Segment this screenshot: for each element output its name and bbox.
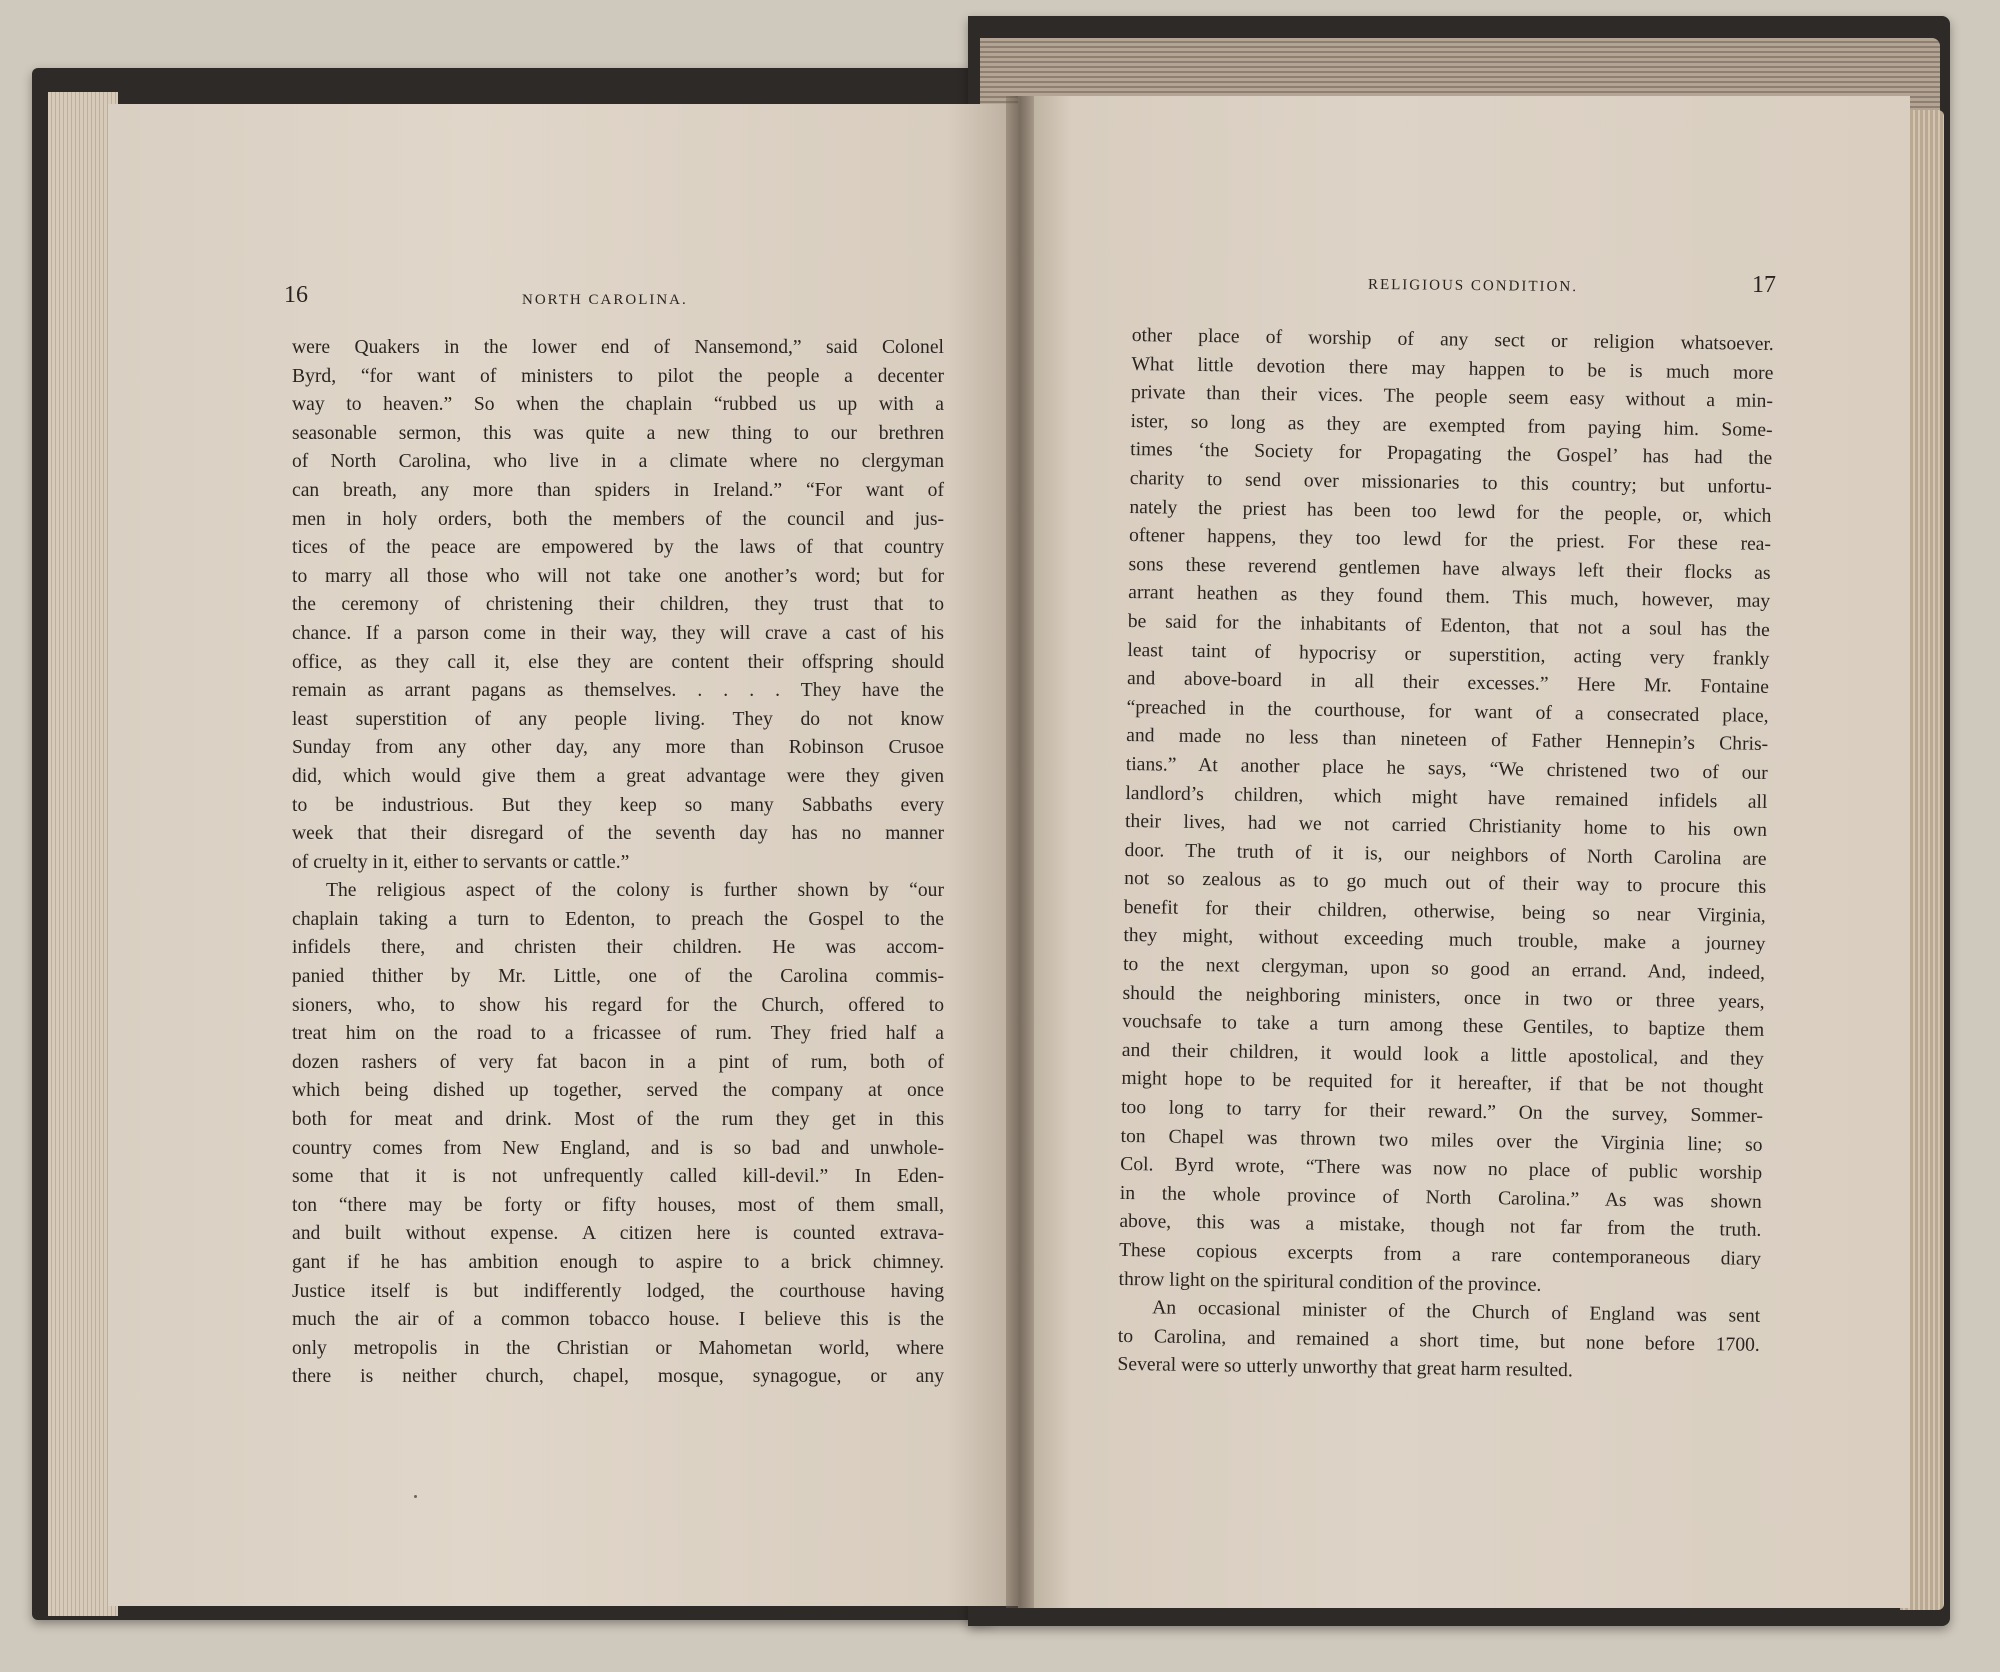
text-line: only metropolis in the Christian or Mahometan world, where (292, 1337, 944, 1359)
text-line: tians.” At another place he says, “We christened two of our (1125, 753, 1768, 784)
text-line: of North Carolina, who live in a climate where no clergyman (292, 451, 944, 473)
text-line: above, this was a mistake, though not far from the truth. (1119, 1211, 1762, 1242)
text-line: and their children, it would look a little apostolical, and they (1121, 1039, 1764, 1070)
text-line: in the whole province of North Carolina.” As was shown (1119, 1182, 1762, 1213)
text-line: might hope to be requited for it hereafter, if that be not thought (1121, 1068, 1764, 1099)
text-line: throw light on the spiritural condition of the province. (1118, 1268, 1542, 1296)
text-line: office, as they call it, else they are content their offspring should (292, 651, 944, 673)
text-line: ton “there may be forty or fifty houses, most of them small, (292, 1194, 944, 1216)
text-line: some that it is not unfrequently called kill-devil.” In Eden- (292, 1166, 944, 1188)
text-line: nately the priest has been too lewd for the people, or, which (1129, 496, 1772, 527)
text-line: they might, without exceeding much trouble, make a journey (1123, 925, 1766, 956)
text-line: the ceremony of christening their children, they trust that to (292, 594, 944, 616)
text-line: sioners, who, to show his regard for the Church, offered to (292, 994, 944, 1016)
text-line: private than their vices. The people seem easy without a min- (1130, 382, 1774, 413)
text-line: These copious excerpts from a rare contemporaneous diary (1118, 1239, 1762, 1270)
text-line: The religious aspect of the colony is further shown by “our (326, 880, 944, 902)
text-line: their lives, had we not carried Christianity home to his own (1124, 811, 1768, 842)
text-line: Several were so utterly unworthy that great harm resulted. (1117, 1354, 1573, 1382)
text-line: tices of the peace are empowered by the laws of that country (292, 537, 944, 559)
text-line: week that their disregard of the seventh day has no manner (292, 823, 944, 845)
text-line: country comes from New England, and is so bad and unwhole- (292, 1137, 944, 1159)
text-line: Col. Byrd wrote, “There was now no place of public worship (1120, 1154, 1763, 1185)
text-line: ister, so long as they are exempted from paying him. Some- (1130, 410, 1773, 441)
text-line: not so zealous as to go much out of their way to procure this (1124, 868, 1767, 899)
page-speck (414, 1495, 417, 1498)
text-line: should the neighboring ministers, once in two or three years, (1122, 982, 1765, 1013)
text-line: too long to tarry for their reward.” On the survey, Sommer- (1120, 1096, 1764, 1127)
text-line: and above-board in all their excesses.” Here Mr. Fontaine (1126, 668, 1770, 699)
text-line: treat him on the road to a fricassee of rum. They fried half a (292, 1023, 944, 1045)
text-line: gant if he has ambition enough to aspire to a brick chimney. (292, 1252, 944, 1273)
text-line: men in holy orders, both the members of the council and jus- (292, 508, 944, 530)
text-line: landlord’s children, which might have remained infidels all (1125, 782, 1768, 813)
text-line: “preached in the courthouse, for want of a consecrated place, (1126, 696, 1769, 727)
text-line: What little devotion there may happen to be is much more (1131, 353, 1774, 384)
book-gutter (1006, 96, 1034, 1608)
text-line: Sunday from any other day, any more than Robinson Crusoe (292, 737, 944, 759)
right-running-head: RELIGIOUS CONDITION. (1367, 276, 1579, 296)
left-page-number: 16 (284, 282, 308, 308)
text-line: ton Chapel was thrown two miles over the Virginia line; so (1120, 1125, 1763, 1156)
right-page-number: 17 (1752, 272, 1776, 298)
text-line: were Quakers in the lower end of Nansemond,” said Colonel (292, 337, 944, 358)
text-line: to be industrious. But they keep so many Sabbaths every (292, 794, 944, 816)
text-line: and made no less than nineteen of Father Hennepin’s Chris- (1126, 725, 1769, 756)
text-line: vouchsafe to take a turn among these Gentiles, to baptize them (1122, 1011, 1765, 1042)
text-line: oftener happens, they too lewd for the priest. For these rea- (1128, 525, 1772, 556)
text-line: be said for the inhabitants of Edenton, that not a soul has the (1127, 610, 1770, 641)
text-line: way to heaven.” So when the chaplain “rubbed us up with a (292, 394, 944, 416)
text-line: dozen rashers of very fat bacon in a pint of rum, both of (292, 1051, 944, 1073)
text-line: sons these reverend gentlemen have always left their flocks as (1128, 553, 1771, 584)
text-line: to marry all those who will not take one another’s word; but for (292, 565, 944, 587)
text-line: there is neither church, chapel, mosque, synagogue, or any (292, 1366, 944, 1388)
text-line: can breath, any more than spiders in Ireland.” “For want of (292, 479, 944, 501)
text-line: infidels there, and christen their children. He was accom- (292, 937, 944, 959)
text-line: to the next clergyman, upon so good an errand. And, indeed, (1122, 954, 1766, 984)
text-line: times ‘the Society for Propagating the Gospel’ has had the (1130, 439, 1773, 470)
text-line: much the air of a common tobacco house. I believe this is the (292, 1309, 944, 1331)
text-line: benefit for their children, otherwise, being so near Virginia, (1123, 896, 1766, 927)
text-line: An occasional minister of the Church of England was sent (1152, 1297, 1761, 1328)
text-line: Justice itself is but indifferently lodged, the courthouse having (292, 1280, 944, 1302)
text-line: remain as arrant pagans as themselves. . . . . They have the (292, 680, 944, 702)
text-line: which being dished up together, served the company at once (292, 1080, 944, 1102)
text-line: to Carolina, and remained a short time, but none before 1700. (1117, 1325, 1760, 1356)
text-line: least taint of hypocrisy or superstition, acting very frankly (1127, 639, 1770, 670)
text-line: Byrd, “for want of ministers to pilot the people a decenter (292, 365, 944, 387)
text-line: and built without expense. A citizen here is counted extrava- (292, 1223, 944, 1245)
text-line: charity to send over missionaries to this country; but unfortu- (1129, 467, 1772, 498)
text-line: other place of worship of any sect or religion whatsoever. (1131, 324, 1774, 355)
text-line: door. The truth of it is, our neighbors of North Carolina are (1124, 839, 1767, 870)
text-line: seasonable sermon, this was quite a new thing to our brethren (292, 422, 944, 444)
text-line: least superstition of any people living. They do not know (292, 708, 944, 730)
text-line: arrant heathen as they found them. This much, however, may (1128, 582, 1771, 613)
text-line: of cruelty in it, either to servants or cattle.” (292, 851, 630, 873)
text-line: chance. If a parson come in their way, they will crave a cast of his (292, 622, 944, 644)
text-line: did, which would give them a great advantage were they given (292, 765, 944, 787)
text-line: panied thither by Mr. Little, one of the Carolina commis- (292, 966, 944, 988)
text-line: both for meat and drink. Most of the rum they get in this (292, 1109, 944, 1131)
right-page-body (1117, 322, 1774, 1389)
left-running-head: NORTH CAROLINA. (522, 292, 688, 308)
left-page-body (292, 334, 944, 1392)
text-line: chaplain taking a turn to Edenton, to preach the Gospel to the (292, 908, 944, 930)
